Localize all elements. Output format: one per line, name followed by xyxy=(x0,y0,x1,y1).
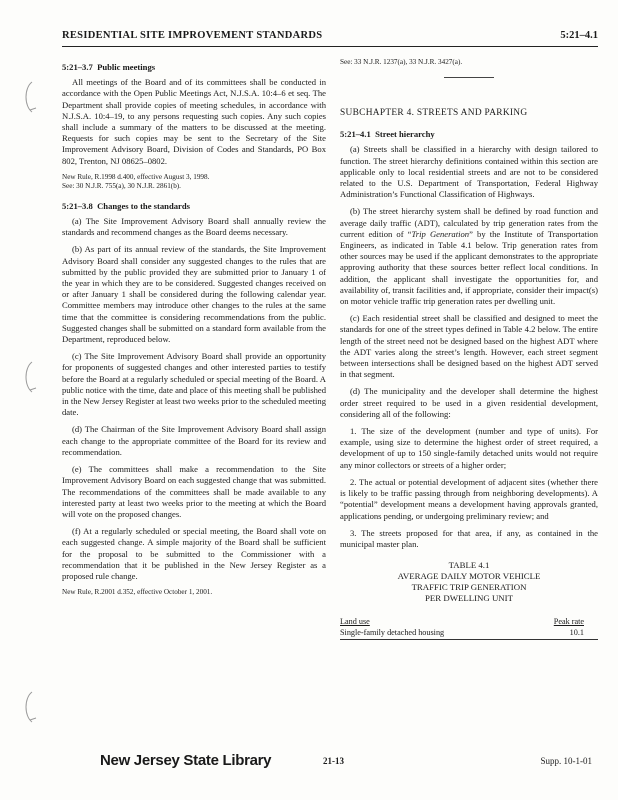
running-header-section: 5:21–4.1 xyxy=(560,30,598,41)
running-header xyxy=(62,30,598,44)
supplement-date: Supp. 10-1-01 xyxy=(540,756,592,766)
paragraph-b: (b) As part of its annual review of the standards, the Site Improvement Advisory Board shall consider any suggested changes to the rules that are submitted by the public provided they are submitted prior to January 1 of the year in which they are to be considered. Suggested changes received on or after January 1 shall be considered during the following calendar year. Committee members may introduce other changes to the rules at the same time that the committee is considering recommendations from the public. Suggested changes shall be submitted on a standard form available from the Department, reproduced below. xyxy=(62,244,326,345)
left-column xyxy=(62,58,326,607)
paragraph-a: (a) The Site Improvement Advisory Board shall annually review the standards and recommend changes as the Board deems necessary. xyxy=(62,216,326,238)
table-rule xyxy=(340,639,598,640)
table-title: TABLE 4.1 AVERAGE DAILY MOTOR VEHICLE TRAFFIC TRIP GENERATION PER DWELLING UNIT xyxy=(397,560,541,604)
section-heading-4-1: 5:21–4.1 Street hierarchy xyxy=(340,129,435,140)
section-heading-3-7: 5:21–3.7 Public meetings xyxy=(62,62,156,72)
section-heading-3-8: 5:21–3.8 Changes to the standards xyxy=(62,200,190,211)
paragraph-c: (c) The Site Improvement Advisory Board shall provide an opportunity for proponents of suggested changes and other interested parties to testify before the Board at a regularly scheduled or special meeting of the Board. A public notice with the time, date and place of this meeting shall be published in the New Jersey Register at least two weeks prior to the scheduled meeting date. xyxy=(62,351,326,418)
paragraph-c: (c) Each residential street shall be classified and designed to meet the standards for one of the street types defined in Table 4.2 below. The entire length of the street need not be designed based on the highest ADT where the ADT varies along the street’s length. However, each street segment between intersections shall be designed based on the highest ADT served in that segment. xyxy=(340,313,598,380)
header-rule xyxy=(62,46,598,47)
paragraph-d: (d) The municipality and the developer shall determine the highest order street required to be used in a given residential development, considering all of the following: xyxy=(340,386,598,419)
divider xyxy=(444,77,494,78)
paragraph-b: (b) The street hierarchy system shall be defined by road function and average daily traffic (ADT), calculated by trip generation rates from the current edition of “Trip Generation” by the Institute of Transportation Engineers, as indicated in Table 4.1 below. Trip generation rates from other sources may be used if the applicant demonstrates to the appropriate approving authority that these sources better reflect local conditions. In addition, the applicant shall investigate the opportunities for, and availability of, transit facilities and, if appropriate, consider their impact(s) on motor vehicle traffic trip generation rates per dwelling unit. xyxy=(340,206,599,307)
list-item-1: 1. The size of the development (number and type of units). For example, using size to determine the highest order of street required, a development of up to 150 single-family detached units would not require any minor collectors or streets of a higher order; xyxy=(340,426,598,470)
history-note: New Rule, R.1998 d.400, effective August 3, 1998. See: 30 N.J.R. 755(a), 30 N.J.R. 2861(b). xyxy=(62,172,210,190)
paragraph-d: (d) The Chairman of the Site Improvement Advisory Board shall assign each change to the appropriate committee of the Board for its review and recommendation. xyxy=(62,424,326,457)
running-header-title: RESIDENTIAL SITE IMPROVEMENT STANDARDS xyxy=(62,30,323,41)
see-note: See: 33 N.J.R. 1237(a), 33 N.J.R. 3427(a). xyxy=(340,58,463,66)
margin-bracket-mark xyxy=(18,80,40,116)
margin-bracket-mark xyxy=(18,690,40,726)
table-col-peak-rate: Peak rate xyxy=(553,617,584,627)
table-cell: Single-family detached housing xyxy=(340,628,445,638)
paragraph-a: (a) Streets shall be classified in a hierarchy with design tailored to function. The street hierarchy definitions contained within this section are applicable only to local residential streets and are not to be considered related to the U.S. Department of Transportation, Federal Highway Administration’s Functional Classification of Highways. xyxy=(340,144,598,200)
list-item-2: 2. The actual or potential development of adjacent sites (whether there is likely to be traffic passing through from neighboring developments). A “potential” development means a development having approvals granted, applications pending, or undergoing preliminary review; and xyxy=(340,476,598,521)
table-col-land-use: Land use xyxy=(340,617,370,627)
table-header-row xyxy=(340,616,598,627)
table-cell: 10.1 xyxy=(569,628,584,638)
page-number: 21-13 xyxy=(323,756,344,766)
library-stamp: New Jersey State Library xyxy=(100,752,272,769)
history-note: New Rule, R.2001 d.352, effective October 1, 2001. xyxy=(62,588,213,597)
paragraph-e: (e) The committees shall make a recommendation to the Site Improvement Advisory Board on each suggested change that was submitted. The recommendations of the committees shall be made available to any interested party at least two weeks prior to the meeting at which the Board will vote on the proposed changes. xyxy=(62,464,326,519)
page-footer xyxy=(0,752,618,772)
subchapter-title: SUBCHAPTER 4. STREETS AND PARKING xyxy=(340,108,528,118)
paragraph: All meetings of the Board and of its committees shall be conducted in accordance with the Open Public Meetings Act, N.J.S.A. 10:4–6 et seq. The Department shall provide copies of meeting schedules, in accordance with N.J.S.A. 10:4–19, to any persons requesting such copies. Any such copies shall include a summary of the matters to be discussed at the meeting. Requests for such copies may be sent to the Secretary of the Site Improvement Advisory Board, Division of Codes and Standards, PO Box 802, Trenton, NJ 08625–0802. xyxy=(62,77,326,166)
paragraph-f: (f) At a regularly scheduled or special meeting, the Board shall vote on each suggested change. A simple majority of the Board shall be sufficient for the proposal to be submitted to the Commissioner with a recommendation that it be published in the New Jersey Register as a proposed rule change. xyxy=(62,526,326,581)
margin-bracket-mark xyxy=(18,360,40,396)
table-row xyxy=(340,627,598,638)
right-column xyxy=(340,58,598,640)
list-item-3: 3. The streets proposed for that area, if any, as contained in the municipal master plan. xyxy=(340,527,598,549)
